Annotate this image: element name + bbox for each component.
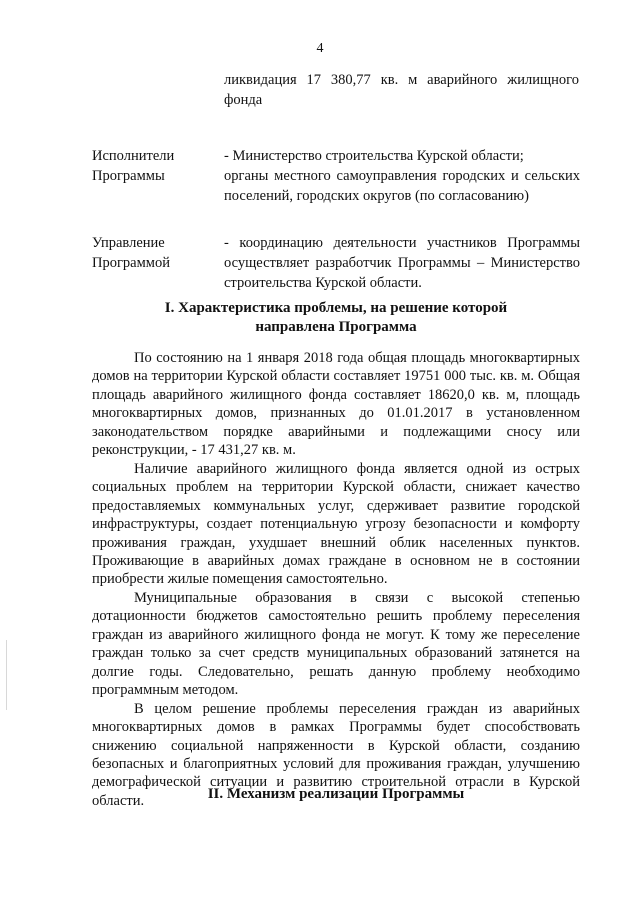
- section-1-title-line1: I. Характеристика проблемы, на решение которой: [164, 300, 508, 316]
- section-2-title: II. Механизм реализации Программы: [207, 786, 465, 802]
- passport-value-executors-line2: органы местного самоуправления городских и сельских поселений, городских округов (по согласованию): [224, 168, 580, 204]
- passport-tail-text: ликвидация 17 380,77 кв. м аварийного жилищного фонда: [224, 72, 579, 108]
- scan-edge-mark: [6, 640, 7, 710]
- section-1-body: [92, 349, 580, 810]
- passport-label-management: [92, 233, 217, 273]
- passport-label-executors: [92, 146, 217, 186]
- passport-label-management-line1: Управление: [92, 235, 165, 251]
- section-1-title-line2: направлена Программа: [255, 319, 417, 335]
- section-1-title: [92, 299, 580, 337]
- passport-label-management-line2: Программой: [92, 255, 170, 271]
- passport-value-executors: [224, 146, 580, 206]
- page-number: 4: [316, 41, 324, 56]
- paragraph: По состоянию на 1 января 2018 года общая площадь многоквартирных домов на территории Курской области составляет 19751 000 тыс. кв. м. Общая площадь аварийного жилищного фонда составляет 18620,0 кв. м, площадь многоквартирных домов, признанных до 01.01.2017 в установленном законодательством порядке аварийными и подлежащими сносу или реконструкции, - 17 431,27 кв. м.: [92, 350, 580, 459]
- passport-label-executors-line1: Исполнители: [92, 148, 175, 164]
- passport-value-management-text: - координацию деятельности участников Программы осуществляет разработчик Программы – Министерство строительства Курской области.: [224, 235, 580, 291]
- passport-value-executors-line1: - Министерство строительства Курской области;: [224, 148, 524, 164]
- paragraph: Муниципальные образования в связи с высокой степенью дотационности бюджетов самостоятельно решить проблему переселения граждан из аварийного жилищного фонда не могут. К тому же переселение граждан только за счет средств муниципальных образований затянется на долгие годы. Следовательно, решать данную проблему необходимо программным методом.: [92, 589, 580, 699]
- passport-value-management: [224, 233, 580, 293]
- paragraph: Наличие аварийного жилищного фонда является одной из острых социальных проблем на территории Курской области, снижает качество предоставляемых коммунальных услуг, сдерживает развитие городской инфраструктуры, создает потенциальную угрозу безопасности и комфорту проживания граждан, ухудшает внешний облик населенных пунктов. Проживающие в аварийных домах граждане в основном не в состоянии приобрести жилые помещения самостоятельно.: [92, 460, 580, 588]
- passport-label-executors-line2: Программы: [92, 168, 165, 184]
- paragraph: В целом решение проблемы переселения граждан из аварийных многоквартирных домов в рамках Программы будет способствовать снижению социальной напряженности в Курской области, созданию безопасных и благоприятных условий для проживания граждан, улучшению демографической ситуации и развитию строительной отрасли в Курской области.: [92, 700, 580, 809]
